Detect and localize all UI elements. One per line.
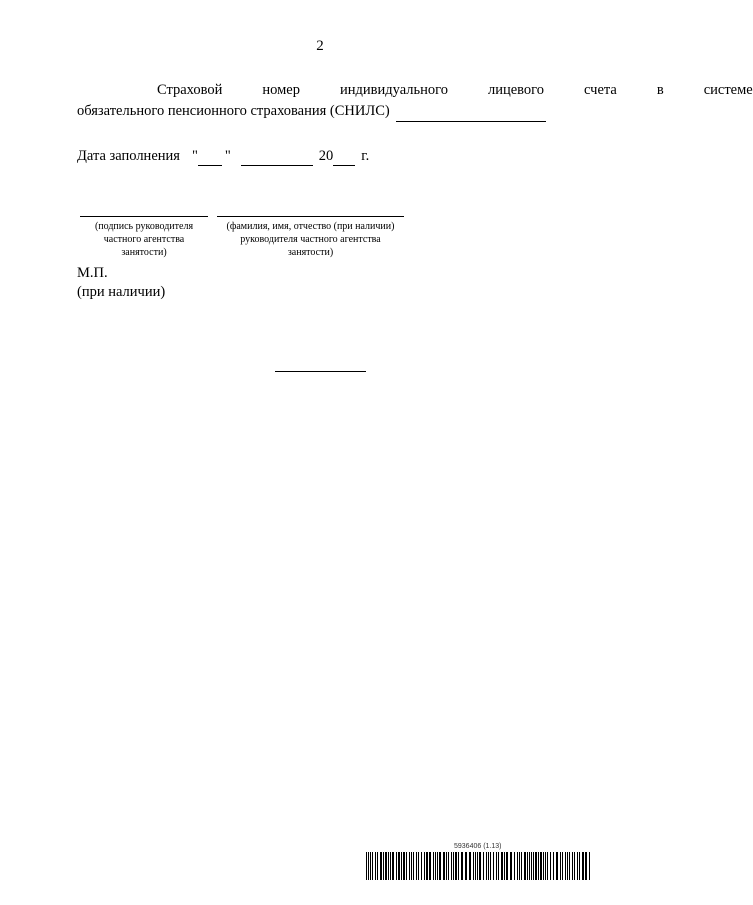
signature-caption: (подпись руководителя частного агентства занятости) xyxy=(94,221,194,258)
page-number: 2 xyxy=(316,38,324,54)
snils-word: лицевого xyxy=(487,82,544,98)
snils-blank-field[interactable] xyxy=(396,106,546,122)
snils-word: Страховой xyxy=(157,82,223,98)
month-blank-field[interactable] xyxy=(241,150,313,166)
snils-word: индивидуального xyxy=(340,82,448,98)
barcode-image xyxy=(366,852,590,880)
barcode-label: 5936406 (1.13) xyxy=(454,843,502,850)
stamp-mp: М.П. xyxy=(77,265,108,281)
date-line xyxy=(77,146,369,166)
year-prefix: 20 xyxy=(318,148,334,164)
fullname-caption: (фамилия, имя, отчество (при наличии) руководителя частного агентства занятости) xyxy=(226,221,395,258)
year-suffix: г. xyxy=(361,148,370,164)
quote-open: " xyxy=(191,148,198,164)
snils-word: номер xyxy=(262,82,300,98)
end-divider xyxy=(275,371,366,372)
quote-close: " xyxy=(224,148,231,164)
day-blank-field[interactable] xyxy=(198,150,222,166)
stamp-if-any: (при наличии) xyxy=(77,284,166,300)
snils-line2 xyxy=(77,101,564,122)
date-label: Дата заполнения xyxy=(77,148,180,164)
fullname-line[interactable] xyxy=(217,216,404,217)
snils-word: счета xyxy=(584,82,617,98)
snils-block xyxy=(77,80,753,122)
snils-word: системе xyxy=(703,82,753,98)
snils-label: обязательного пенсионного страхования (СНИЛС) xyxy=(77,103,390,119)
stamp-block xyxy=(77,264,165,302)
year-blank-field[interactable] xyxy=(333,150,355,166)
signature-line[interactable] xyxy=(80,216,208,217)
snils-word: в xyxy=(656,82,664,98)
snils-line1 xyxy=(77,80,753,101)
